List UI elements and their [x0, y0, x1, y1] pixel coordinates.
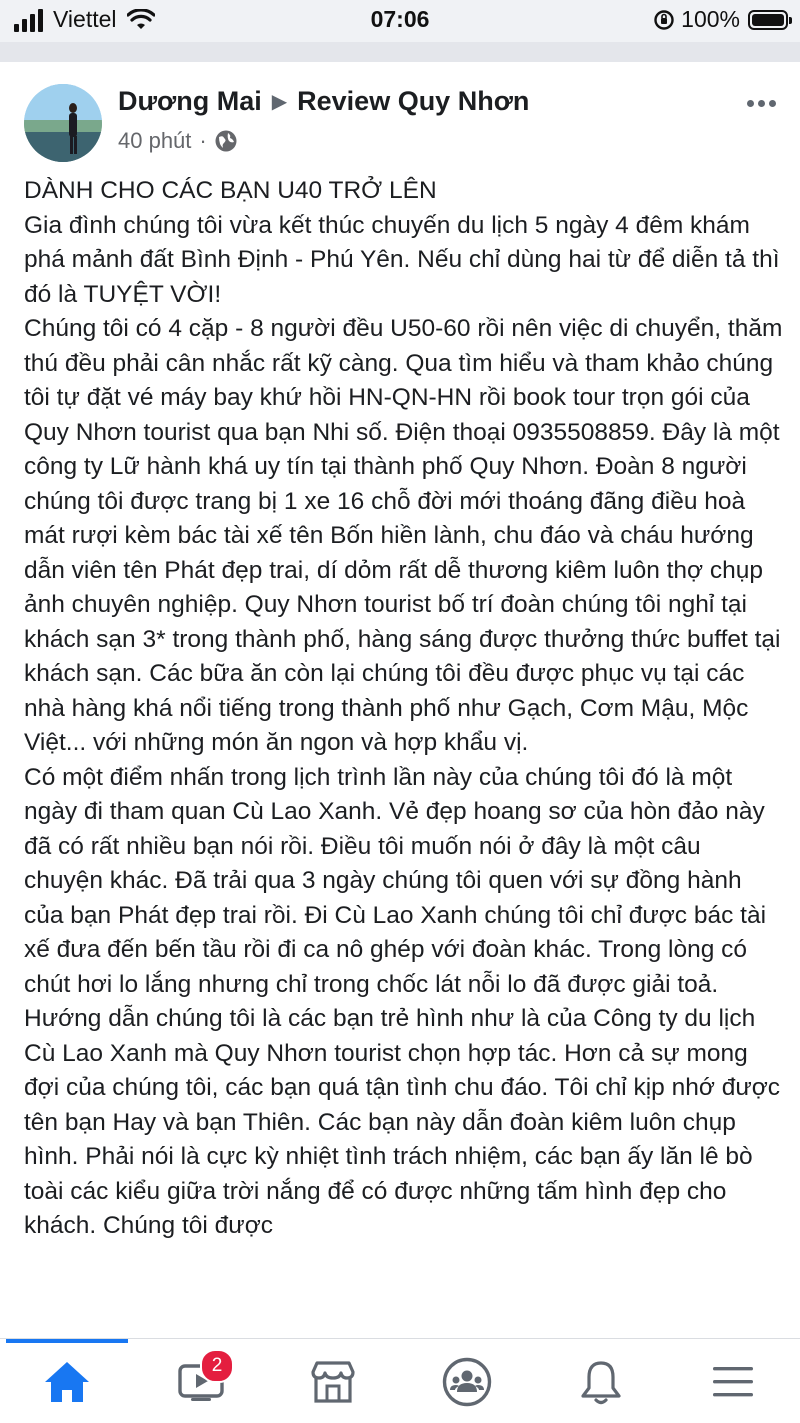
post-paragraph: Gia đình chúng tôi vừa kết thúc chuyến du lịch 5 ngày 4 đêm khám phá mảnh đất Bình Định - Phú Yên. Nếu chỉ dùng hai từ để diễn tả thì đó là TUYỆT VỜI!: [24, 211, 780, 308]
group-name[interactable]: Review Quy Nhơn: [297, 86, 530, 116]
battery-percentage: 100%: [681, 6, 740, 32]
share-to-arrow-icon: ▶: [271, 91, 288, 113]
nav-groups[interactable]: [432, 1351, 502, 1413]
post-meta: [118, 128, 237, 154]
bottom-navigation-bar: [0, 1338, 800, 1423]
groups-icon: [442, 1357, 492, 1407]
bell-icon: [578, 1358, 624, 1406]
nav-marketplace[interactable]: [298, 1351, 368, 1413]
post-body: [24, 174, 784, 1338]
globe-icon: [215, 130, 237, 152]
active-tab-indicator: [6, 1339, 128, 1343]
nav-menu[interactable]: [698, 1351, 768, 1413]
nav-watch[interactable]: [166, 1351, 236, 1413]
watch-notification-badge: 2: [200, 1349, 234, 1383]
post-paragraph: Có một điểm nhấn trong lịch trình lần này của chúng tôi đó là một ngày đi tham quan Cù Lao Xanh. Vẻ đẹp hoang sơ của hòn đảo này đã có rất nhiều bạn nói rồi. Điều tôi muốn nói ở đây là một câu chuyện khác. Đã trải qua 3 ngày chúng tôi quen với sự đồng hành của bạn Phát đẹp trai rồi. Đi Cù Lao Xanh chúng tôi chỉ được bác tài xế đưa đến bến tầu rồi đi ca nô ghép với đoàn khác. Trong lòng có chút hơi lo lắng nhưng chỉ trong chốc lát nỗi lo đã được giải toả. Hướng dẫn chúng tôi là các bạn trẻ hình như là của Công ty du lịch Cù Lao Xanh mà Quy Nhơn tourist chọn hợp tác. Hơn cả sự mong đợi của chúng tôi, các bạn quá tận tình chu đáo. Tôi chỉ kịp nhớ được tên bạn Hay và bạn Thiên. Các bạn này dẫn đoàn kiêm luôn chụp hình. Phải nói là cực kỳ nhiệt tình trách nhiệm, các bạn ấy lăn lê bò toài các kiểu giữa trời nắng để có được những tấm hình đẹp cho khách. Chúng tôi được: [24, 763, 781, 1239]
nav-notifications[interactable]: [566, 1351, 636, 1413]
post-timestamp[interactable]: 40 phút: [118, 128, 192, 153]
feed-divider: [0, 42, 800, 62]
orientation-lock-icon: [653, 9, 675, 31]
post-paragraph-title: DÀNH CHO CÁC BẠN U40 TRỞ LÊN: [24, 177, 437, 204]
home-icon: [43, 1360, 91, 1404]
author-avatar[interactable]: [24, 84, 102, 162]
post-author-line: [118, 86, 529, 117]
meta-separator: ·: [199, 128, 207, 153]
nav-home[interactable]: [32, 1351, 102, 1413]
battery-icon: [748, 10, 788, 30]
menu-icon: [712, 1364, 754, 1400]
clock: 07:06: [370, 6, 430, 32]
carrier-name: Viettel: [53, 6, 117, 32]
author-name[interactable]: Dương Mai: [118, 86, 262, 116]
post-paragraph: Chúng tôi có 4 cặp - 8 người đều U50-60 rồi nên việc di chuyển, thăm thú đều phải cân nhắc rất kỹ càng. Qua tìm hiểu và tham khảo chúng tôi tự đặt vé máy bay khứ hồi HN-QN-HN rồi book tour trọn gói của Quy Nhơn tourist qua bạn Nhi số. Điện thoại 0935508859. Đây là một công ty Lữ hành khá uy tín tại thành phố Quy Nhơn. Đoàn 8 người chúng tôi được trang bị 1 xe 16 chỗ đời mới thoáng đãng điều hoà mát rượi kèm bác tài xế tên Bốn hiền lành, chu đáo và cháu hướng dẫn viên tên Phát đẹp trai, dí dỏm rất dễ thương kiêm luôn thợ chụp ảnh chuyên nghiệp. Quy Nhơn tourist bố trí đoàn chúng tôi nghỉ tại khách sạn 3* trong thành phố, hàng sáng được thưởng thức buffet tại khách sạn. Các bữa ăn còn lại chúng tôi đều được phục vụ tại các nhà hàng khá nổi tiếng trong thành phố như Gạch, Cơm Mậu, Mộc Việt... với những món ăn ngon và hợp khẩu vị.: [24, 315, 783, 756]
avatar-photo: [24, 84, 102, 162]
status-right: [653, 6, 788, 33]
battery-level-fill: [752, 14, 784, 26]
marketplace-icon: [309, 1360, 357, 1404]
post-more-options-icon[interactable]: [747, 100, 776, 107]
status-bar: [0, 0, 800, 42]
